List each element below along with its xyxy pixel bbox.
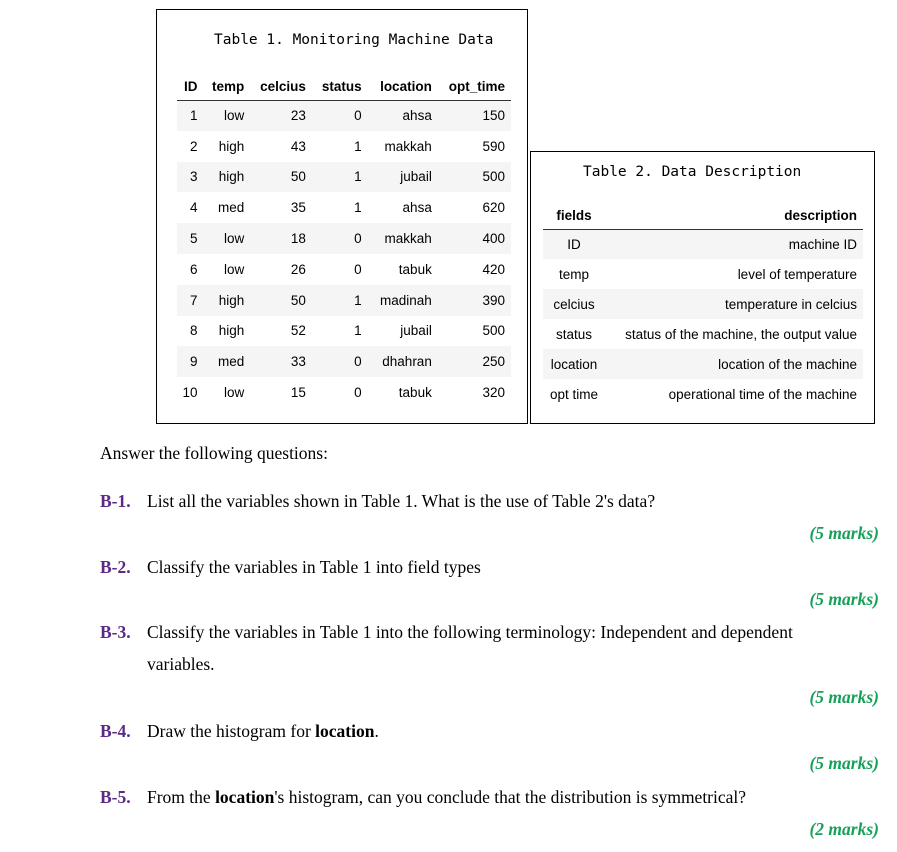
question-number: B-5. xyxy=(100,787,131,807)
question-text-part: Draw the histogram for xyxy=(147,721,316,741)
table2-header: description xyxy=(605,202,863,229)
table2-panel xyxy=(530,151,875,424)
table1-cell: 26 xyxy=(290,261,306,277)
question-text: Classify the variables in Table 1 into the following terminology: Independent and dependent variables. xyxy=(147,622,793,674)
questions-intro: Answer the following questions: xyxy=(100,443,328,463)
table1-cell: 250 xyxy=(482,354,505,370)
question-number: B-4. xyxy=(100,721,131,741)
question-b2 xyxy=(100,551,860,583)
table2-cell: operational time of the machine xyxy=(668,386,857,402)
marks-label: (5 marks) xyxy=(809,589,879,609)
question-text xyxy=(147,715,867,747)
table1-row xyxy=(177,162,511,193)
table1-cell: 620 xyxy=(482,200,505,216)
table1-row xyxy=(177,192,511,223)
table1-cell: 52 xyxy=(290,323,306,339)
question-number: B-2. xyxy=(100,557,131,577)
table2-cell: location xyxy=(550,356,598,372)
table1-cell: low xyxy=(223,231,245,247)
table2-cell: celcius xyxy=(553,296,595,312)
table1-cell: tabuk xyxy=(398,261,432,277)
table1-cell: high xyxy=(218,323,245,339)
table1-cell: 5 xyxy=(190,231,198,247)
table1-cell: 150 xyxy=(482,108,505,124)
table1-cell: 500 xyxy=(482,169,505,185)
table2-cell: ID xyxy=(567,236,581,252)
table1-row xyxy=(177,377,511,408)
table1-cell: 1 xyxy=(190,108,198,124)
table2-row xyxy=(543,289,863,319)
table1-row xyxy=(177,254,511,285)
question-text: Classify the variables in Table 1 into field types xyxy=(147,557,481,577)
table2-cell: location of the machine xyxy=(718,356,857,372)
table2-row xyxy=(543,229,863,259)
table1-cell: 1 xyxy=(354,200,362,216)
table1-cell: 400 xyxy=(482,231,505,247)
table1-cell: 0 xyxy=(354,108,362,124)
question-text-part: . xyxy=(374,721,379,741)
table1-cell: 3 xyxy=(190,169,198,185)
table1-cell: high xyxy=(218,292,245,308)
table2 xyxy=(543,202,863,409)
table1-cell: 35 xyxy=(290,200,306,216)
table1-cell: tabuk xyxy=(398,385,432,401)
table1-panel xyxy=(156,9,528,424)
table1-cell: ahsa xyxy=(402,108,432,124)
table1-cell: 420 xyxy=(482,261,505,277)
table1-row xyxy=(177,316,511,347)
question-b3 xyxy=(100,616,860,680)
table1-cell: makkah xyxy=(384,231,432,247)
table1-cell: med xyxy=(217,354,245,370)
table1-cell: 590 xyxy=(482,138,505,154)
table2-caption: Table 2. Data Description xyxy=(583,164,802,180)
marks-label: (5 marks) xyxy=(809,523,879,543)
table1-header: ID xyxy=(177,74,204,100)
table2-cell: status of the machine, the output value xyxy=(625,326,857,342)
table2-row xyxy=(543,349,863,379)
table1-cell: 9 xyxy=(190,354,198,370)
table1-cell: ahsa xyxy=(402,200,432,216)
table1-cell: 7 xyxy=(190,292,198,308)
table2-cell: machine ID xyxy=(788,236,857,252)
table1-header: status xyxy=(312,74,368,100)
question-b1 xyxy=(100,485,860,517)
table1-cell: 1 xyxy=(354,169,362,185)
table1-cell: 23 xyxy=(290,108,306,124)
table1-cell: 6 xyxy=(190,261,198,277)
table1-cell: 0 xyxy=(354,261,362,277)
table1-cell: med xyxy=(217,200,245,216)
table2-cell: level of temperature xyxy=(737,266,857,282)
table1-cell: 18 xyxy=(290,231,306,247)
table2-header-row xyxy=(543,202,863,229)
table1-cell: jubail xyxy=(400,169,432,185)
table1-cell: 50 xyxy=(290,292,306,308)
table1-cell: 50 xyxy=(290,169,306,185)
table2-header: fields xyxy=(543,202,605,229)
table1-cell: madinah xyxy=(380,292,432,308)
table1-header-row xyxy=(177,74,511,100)
table1-cell: 15 xyxy=(290,385,306,401)
question-text: List all the variables shown in Table 1. What is the use of Table 2's data? xyxy=(147,491,656,511)
table1-cell: 1 xyxy=(354,292,362,308)
table1-cell: 0 xyxy=(354,354,362,370)
table1-cell: 1 xyxy=(354,323,362,339)
table1-header: opt_time xyxy=(438,74,511,100)
table1-header: temp xyxy=(204,74,251,100)
table1-header: celcius xyxy=(250,74,312,100)
question-b5 xyxy=(100,781,860,813)
table2-cell: temp xyxy=(558,266,589,282)
table1 xyxy=(177,74,511,408)
table1-row xyxy=(177,346,511,377)
table1-cell: 4 xyxy=(190,200,198,216)
table1-cell: 43 xyxy=(290,138,306,154)
table1-row xyxy=(177,131,511,162)
table1-cell: jubail xyxy=(400,323,432,339)
table1-cell: low xyxy=(223,261,245,277)
table1-cell: makkah xyxy=(384,138,432,154)
table2-cell: temperature in celcius xyxy=(724,296,857,312)
table1-caption: Table 1. Monitoring Machine Data xyxy=(214,32,494,48)
marks-label: (5 marks) xyxy=(809,753,879,773)
table2-cell: status xyxy=(555,326,593,342)
marks-label: (2 marks) xyxy=(809,819,879,839)
table1-cell: low xyxy=(223,108,245,124)
question-text-part: From the xyxy=(147,787,216,807)
marks-label: (5 marks) xyxy=(809,687,879,707)
table1-cell: 0 xyxy=(354,385,362,401)
table1-cell: high xyxy=(218,138,245,154)
question-text xyxy=(147,781,867,813)
table1-cell: high xyxy=(218,169,245,185)
table1-cell: dhahran xyxy=(382,354,432,370)
question-keyword: location xyxy=(315,721,375,741)
table1-cell: 1 xyxy=(354,138,362,154)
table2-row xyxy=(543,379,863,409)
table1-row xyxy=(177,285,511,316)
question-keyword: location xyxy=(215,787,275,807)
table1-cell: 33 xyxy=(290,354,306,370)
table2-row xyxy=(543,259,863,289)
question-text-part: 's histogram, can you conclude that the distribution is symmetrical? xyxy=(274,787,747,807)
table1-cell: 0 xyxy=(354,231,362,247)
question-number: B-1. xyxy=(100,491,131,511)
table1-cell: low xyxy=(223,385,245,401)
question-b4 xyxy=(100,715,860,747)
table1-cell: 500 xyxy=(482,323,505,339)
table1-header: location xyxy=(368,74,438,100)
table1-cell: 2 xyxy=(190,138,198,154)
table2-cell: opt time xyxy=(549,386,599,402)
table1-cell: 8 xyxy=(190,323,198,339)
question-number: B-3. xyxy=(100,622,131,642)
table1-row xyxy=(177,223,511,254)
table1-cell: 10 xyxy=(182,385,198,401)
table2-row xyxy=(543,319,863,349)
table1-cell: 390 xyxy=(482,292,505,308)
table1-row xyxy=(177,100,511,131)
table1-cell: 320 xyxy=(482,385,505,401)
